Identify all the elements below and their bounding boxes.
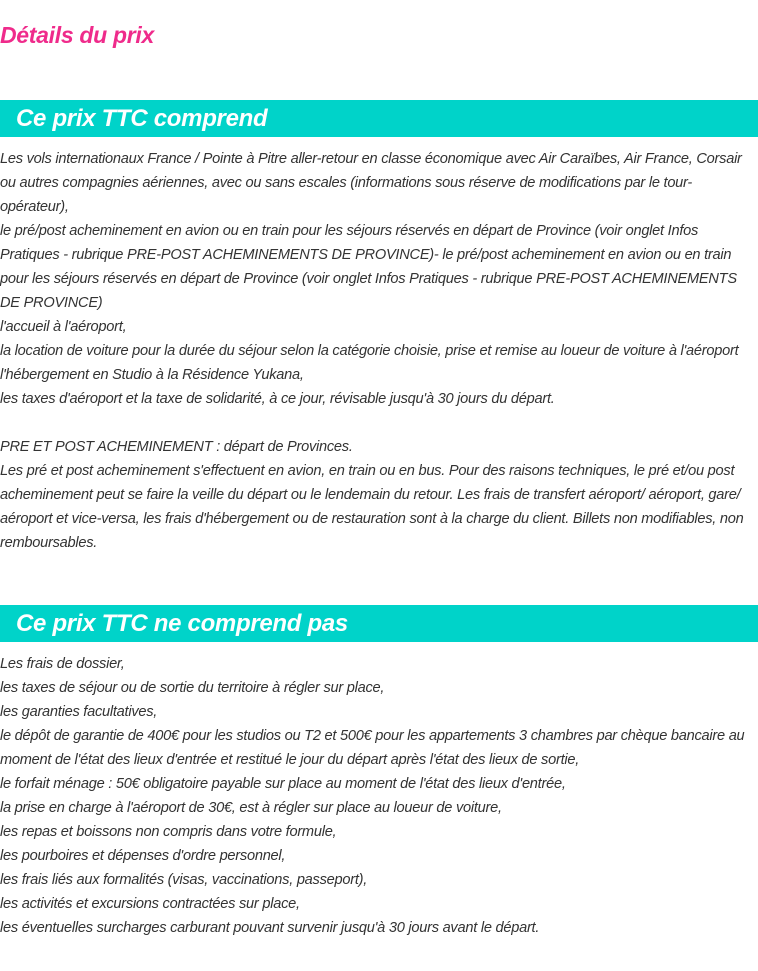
excludes-item: la prise en charge à l'aéroport de 30€, est à régler sur place au loueur de voiture, (0, 800, 502, 816)
excludes-item: les éventuelles surcharges carburant pouvant survenir jusqu'à 30 jours avant le départ. (0, 920, 540, 936)
excludes-item: Les frais de dossier, (0, 656, 125, 672)
includes-list (0, 147, 758, 555)
includes-heading: Ce prix TTC comprend (16, 105, 268, 132)
includes-item: l'hébergement en Studio à la Résidence Yukana, (0, 367, 304, 383)
excludes-item: les garanties facultatives, (0, 704, 158, 720)
page-title: Détails du prix (0, 22, 154, 48)
includes-section-header (0, 100, 758, 137)
excludes-item: les pourboires et dépenses d'ordre personnel, (0, 848, 286, 864)
excludes-item: le forfait ménage : 50€ obligatoire payable sur place au moment de l'état des lieux d'entrée, (0, 776, 566, 792)
excludes-item: le dépôt de garantie de 400€ pour les studios ou T2 et 500€ pour les appartements 3 chambres par chèque bancaire au moment de l'état des lieux d'entrée et restitué le jour du départ après l'état des lieux de sortie, (0, 728, 745, 768)
transfer-title: PRE ET POST ACHEMINEMENT : départ de Provinces. (0, 439, 353, 455)
includes-item: le pré/post acheminement en avion ou en train pour les séjours réservés en départ de Province (voir onglet Infos Pratiques - rubrique PRE-POST ACHEMINEMENTS DE PROVINCE)- le pré/post acheminement en avion ou en train pour les séjours réservés en départ de Province (voir onglet Infos Pratiques - rubrique PRE-POST ACHEMINEMENTS DE PROVINCE) (0, 223, 737, 311)
includes-item: l'accueil à l'aéroport, (0, 319, 127, 335)
excludes-item: les frais liés aux formalités (visas, vaccinations, passeport), (0, 872, 368, 888)
includes-item: les taxes d'aéroport et la taxe de solidarité, à ce jour, révisable jusqu'à 30 jours du départ. (0, 391, 555, 407)
excludes-section-header (0, 605, 758, 642)
spacer (0, 411, 758, 435)
excludes-item: les repas et boissons non compris dans votre formule, (0, 824, 337, 840)
includes-item: Les vols internationaux France / Pointe à Pitre aller-retour en classe économique avec Air Caraïbes, Air France, Corsair ou autres compagnies aériennes, avec ou sans escales (informations sous réserve de modifications par le tour-opérateur), (0, 151, 742, 215)
excludes-item: les activités et excursions contractées sur place, (0, 896, 300, 912)
excludes-list (0, 652, 758, 940)
includes-item: la location de voiture pour la durée du séjour selon la catégorie choisie, prise et remise au loueur de voiture à l'aéroport (0, 343, 739, 359)
excludes-item: les taxes de séjour ou de sortie du territoire à régler sur place, (0, 680, 385, 696)
excludes-heading: Ce prix TTC ne comprend pas (16, 610, 348, 637)
transfer-text: Les pré et post acheminement s'effectuent en avion, en train ou en bus. Pour des raisons techniques, le pré et/ou post acheminement peut se faire la veille du départ ou le lendemain du retour. Les frais de transfert aéroport/ aéroport, gare/ aéroport et vice-versa, les frais d'hébergement ou de restauration sont à la charge du client. Billets non modifiables, non remboursables. (0, 463, 744, 551)
